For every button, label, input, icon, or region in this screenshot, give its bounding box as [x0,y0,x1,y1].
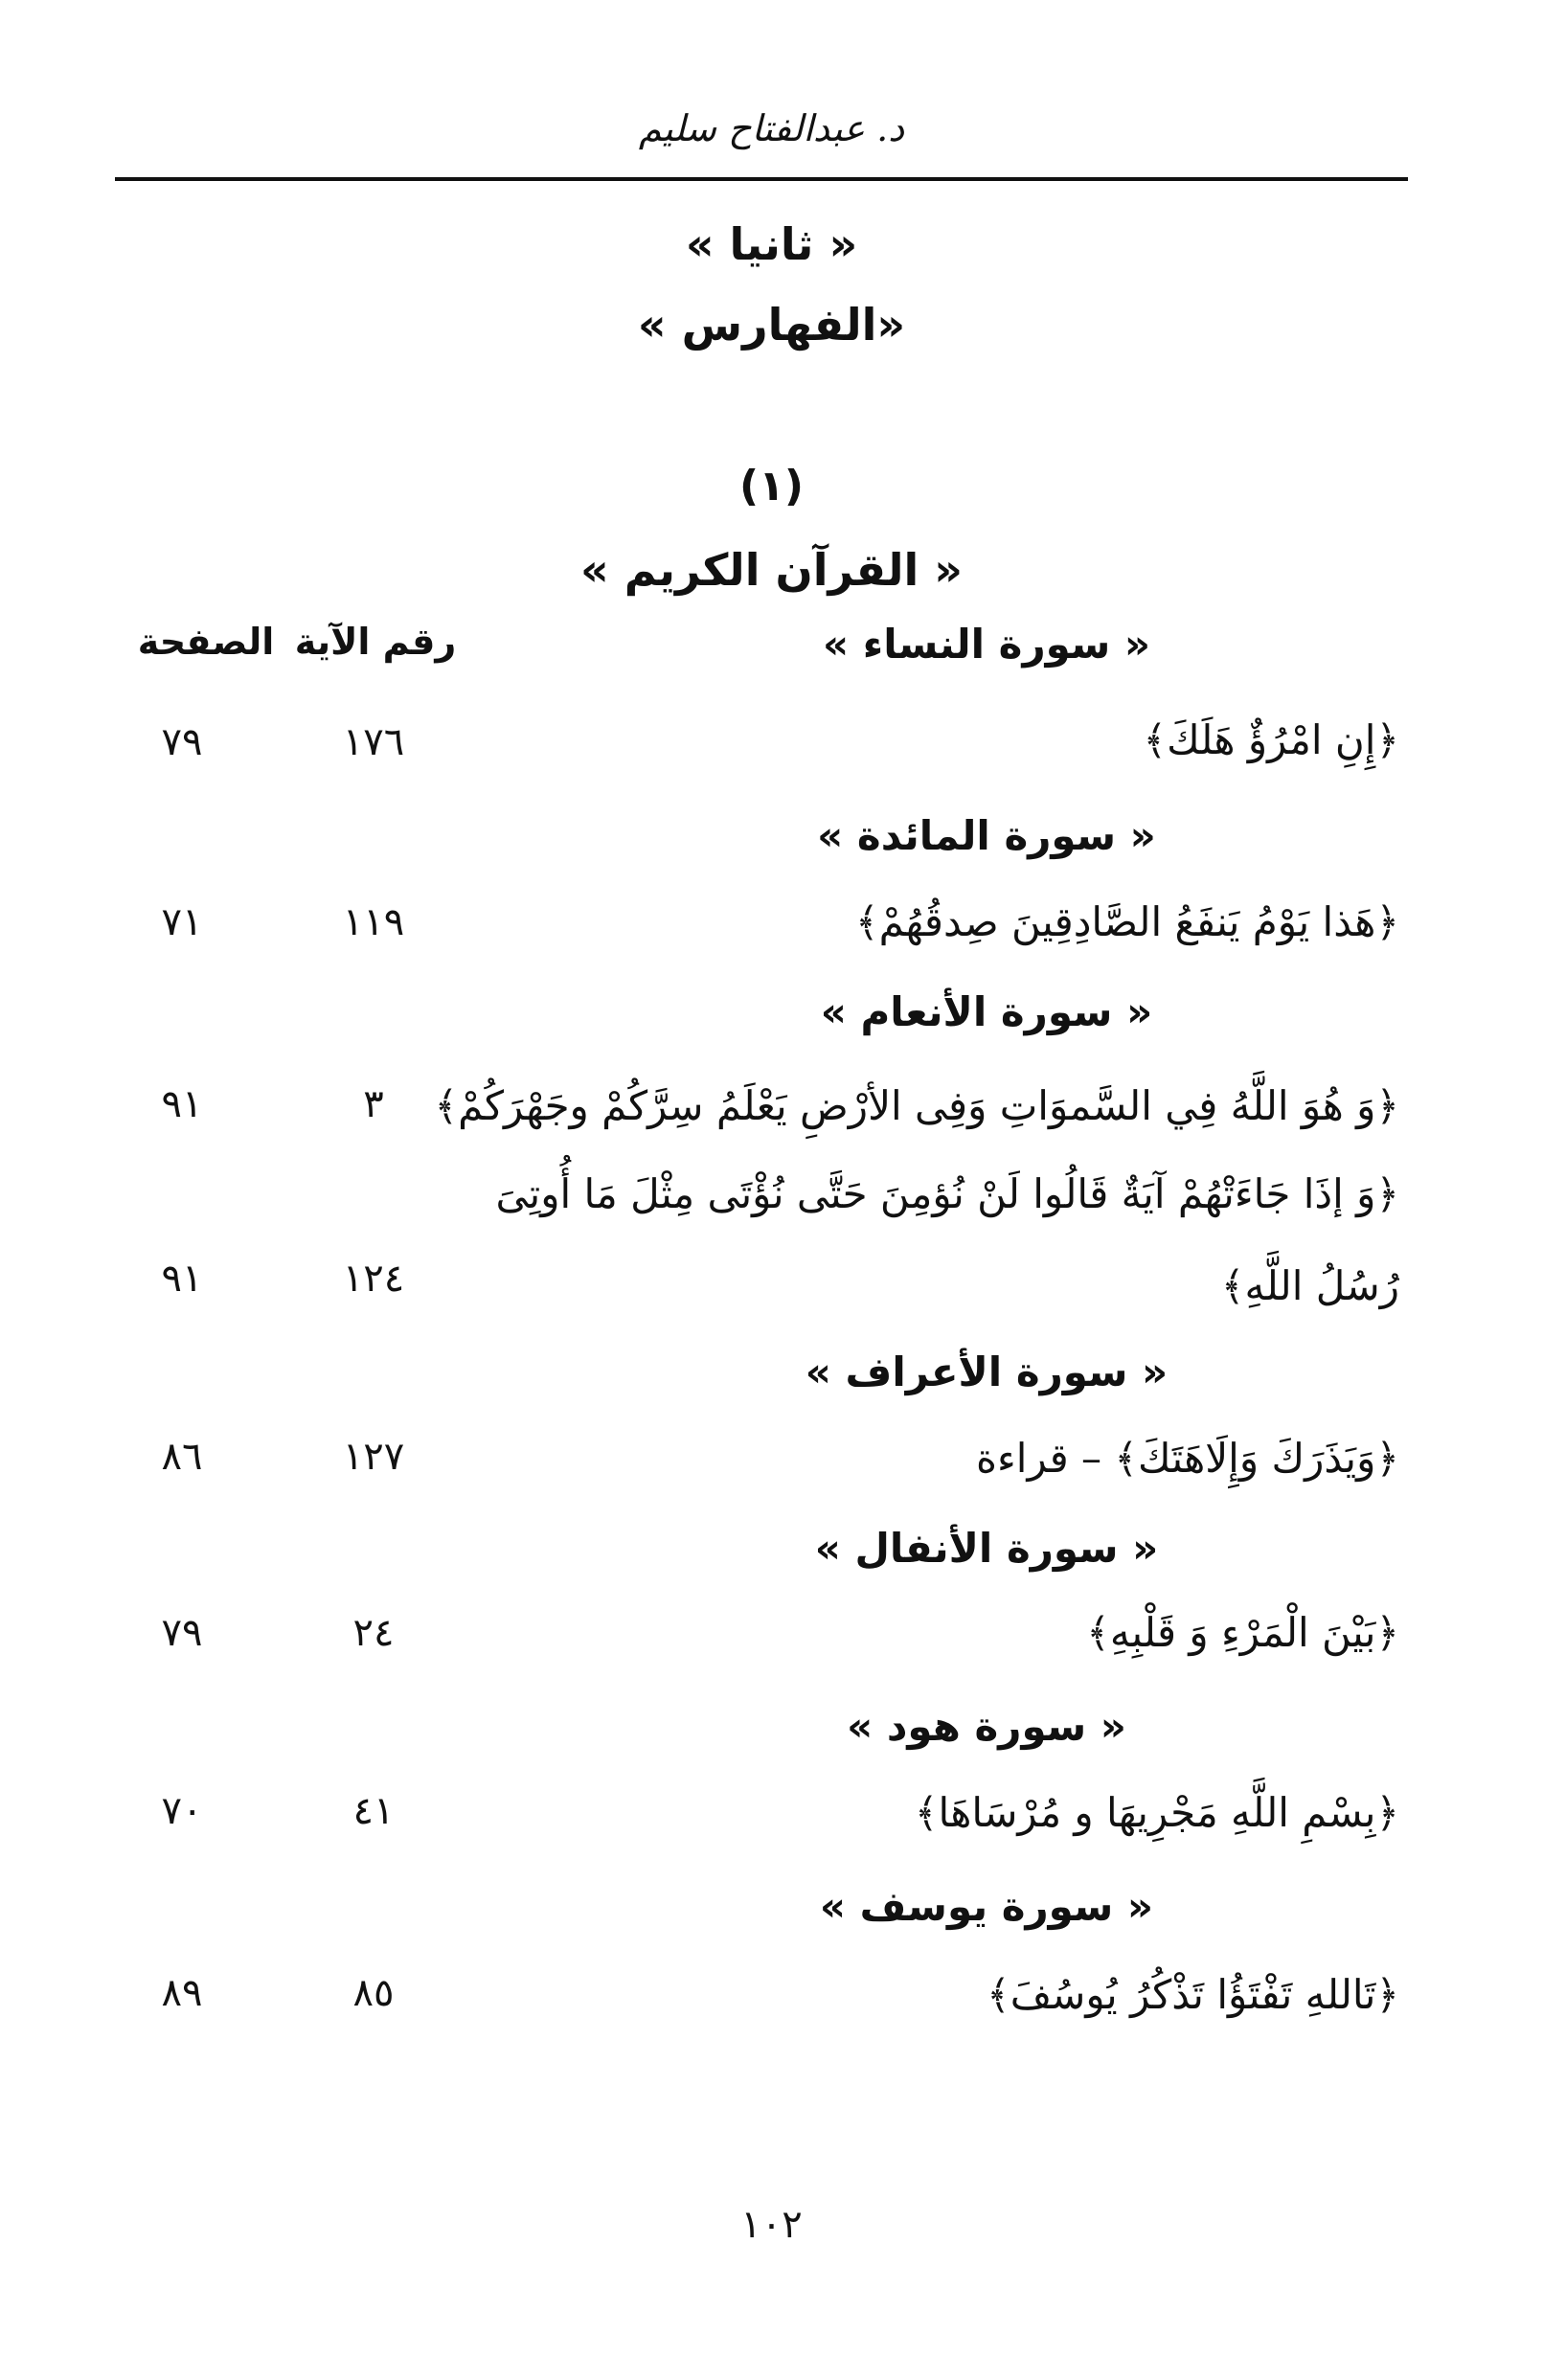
surah-heading-anam: « سورة الأنعام » [820,988,1153,1035]
surah-heading-nisa: « سورة النساء » [822,621,1151,668]
surah-heading-hud: « سورة هود » [847,1703,1126,1750]
running-header: د. عبدالفتاح سليم [638,107,905,149]
index-heading: « القرآن الكريم » [579,544,964,596]
verse-entry: ﴿تَاللهِ تَفْتَؤُا تَذْكُرُ يُوسُفَ﴾ [987,1971,1399,2018]
verse-entry: ﴿إِنِ امْرُؤٌ هَلَكَ﴾ [1143,716,1399,763]
part-number: (١) [738,462,805,510]
verse-number: ١٢٧ [342,1435,405,1479]
page-number-ref: ٨٦ [161,1435,203,1479]
surah-heading-yusuf: « سورة يوسف » [819,1883,1154,1930]
verse-number: ٣ [363,1082,384,1126]
column-header-page: الصفحة [137,621,275,663]
page-number-ref: ٨٩ [161,1971,203,2015]
section-label: « ثانيا » [685,218,858,270]
page-number-ref: ٧٩ [161,1611,203,1655]
verse-entry: ﴿بَيْنَ الْمَرْءِ وَ قَلْبِهِ﴾ [1086,1609,1399,1656]
verse-entry: ﴿بِسْمِ اللَّهِ مَجْرِيهَا و مُرْسَاهَا﴾ [914,1789,1399,1836]
verse-number: ٢٤ [352,1611,395,1655]
verse-entry: ﴿هَذا يَوْمُ يَنفَعُ الصَّادِقِينَ صِدقُهُمْ﴾ [854,898,1399,945]
page-number-ref: ٧٩ [161,720,203,764]
page-number-ref: ٩١ [161,1257,203,1301]
verse-number: ١٧٦ [342,720,405,764]
verse-entry-continuation: رُسُلُ اللَّهِ﴾ [1220,1262,1399,1309]
page-number: ١٠٢ [740,2203,803,2247]
page-number-ref: ٧١ [161,900,203,944]
surah-heading-maidah: « سورة المائدة » [817,812,1156,859]
page-number-ref: ٧٠ [161,1789,203,1833]
verse-number: ١٢٤ [342,1257,405,1301]
verse-entry: ﴿وَ هُوَ اللَّهُ فِي السَّموَاتِ وَفِى الأرْضِ يَعْلَمُ سِرَّكُمْ وجَهْرَكُمْ﴾ [434,1082,1399,1129]
verse-number: ٤١ [352,1789,395,1833]
verse-entry: ﴿وَ إذَا جَاءَتْهُمْ آيَةٌ قَالُوا لَنْ نُؤمِنَ حَتَّى نُؤْتَى مِثْلَ مَا أُوتِىَ [495,1170,1399,1217]
verse-number: ٨٥ [352,1971,395,2015]
header-rule [115,177,1408,181]
column-header-verse-number: رقم الآية [294,621,457,663]
index-title: «الفهارس » [637,299,906,351]
verse-entry: ﴿وَيَذَرَكَ وَإِلَاهَتَكَ﴾ – قراءة [976,1435,1399,1482]
page-number-ref: ٩١ [161,1082,203,1126]
verse-number: ١١٩ [342,900,405,944]
surah-heading-anfal: « سورة الأنفال » [814,1525,1159,1572]
surah-heading-araf: « سورة الأعراف » [805,1349,1169,1395]
